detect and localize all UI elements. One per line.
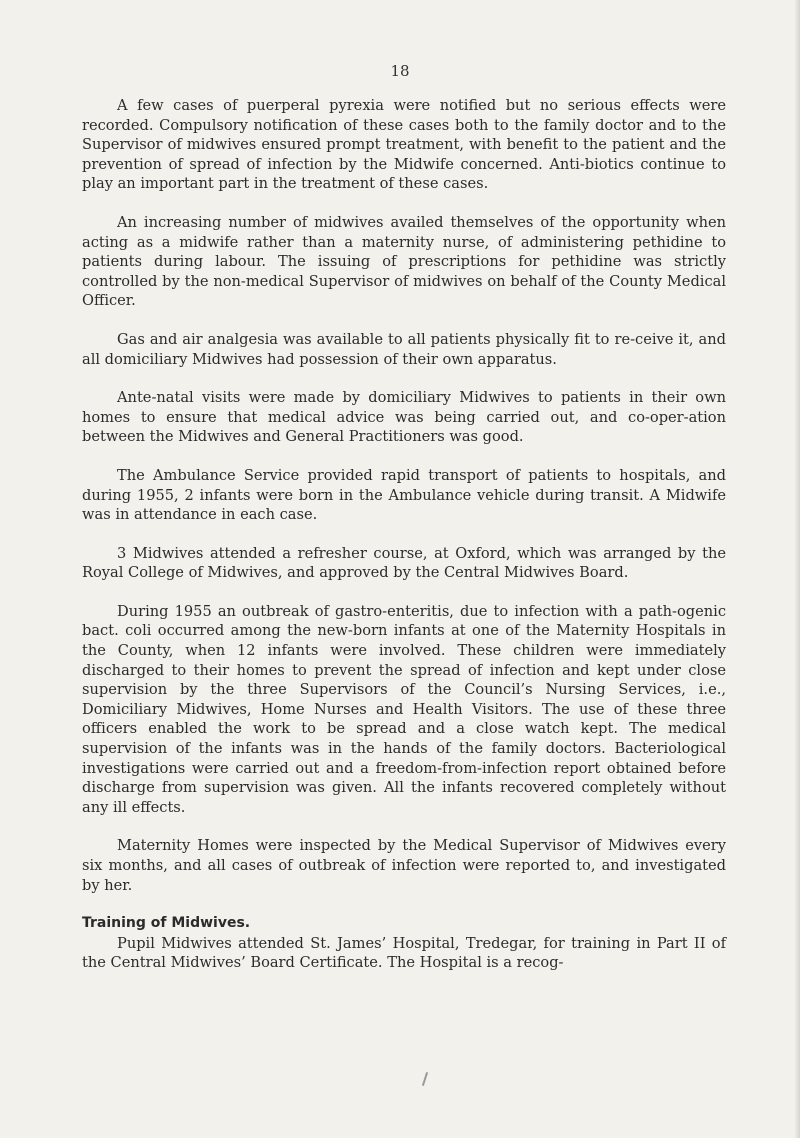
paragraph-training-of-midwives: Pupil Midwives attended St. James’ Hospital, Tredegar, for training in Part II of the Central Midwives’ Board Certificate. The Hospital is a recog- [82, 934, 726, 972]
paragraph-pethidine: An increasing number of midwives availed themselves of the opportunity when acting as a midwife rather than a maternity nurse, of administering pethidine to patients during labour. The issuing of prescriptions for pethidine was strictly controlled by the non-medical Supervisor of midwives on behalf of the County Medical Officer. [82, 213, 726, 310]
paragraph-ante-natal-visits: Ante-natal visits were made by domiciliary Midwives to patients in their own homes to ensure that medical advice was being carried out, and co-oper-ation between the Midwives and General Practitioners was good. [82, 389, 726, 446]
paragraph-maternity-homes: Maternity Homes were inspected by the Medical Supervisor of Midwives every six months, and all cases of outbreak of infection were reported to, and investigated by her. [82, 837, 726, 894]
paragraph-refresher-course: 3 Midwives attended a refresher course, at Oxford, which was arranged by the Royal College of Midwives, and approved by the Central Midwives Board. [82, 544, 726, 582]
section-heading-training: Training of Midwives. [82, 915, 251, 932]
paragraph-gas-and-air: Gas and air analgesia was available to all patients physically fit to re-ceive it, and all domiciliary Midwives had possession of their own apparatus. [82, 330, 726, 368]
paragraph-gastro-enteritis-outbreak: During 1955 an outbreak of gastro-enteritis, due to infection with a path-ogenic bact. coli occurred among the new-born infants at one of the Maternity Hospitals in the County, when 12 infants were involved. These children were immediately discharged to their homes to prevent the spread of infection and kept under close supervision by the three Supervisors of the Council’s Nursing Services, i.e., Domiciliary Midwives, Home Nurses and Health Visitors. The use of these three officers enabled the work to be spread and a close watch kept. The medical supervision of the infants was in the hands of the family doctors. Bacteriological investigations were carried out and a freedom-from-infection report obtained before discharge from supervision was given. All the infants recovered completely without any ill effects. [82, 602, 726, 816]
scan-edge-shadow [794, 0, 800, 1138]
paragraph-puerperal-pyrexia: A few cases of puerperal pyrexia were notified but no serious effects were recorded. Compulsory notification of these cases both to the family doctor and to the Supervisor of midwives ensured prompt treatment, with benefit to the patient and the prevention of spread of infection by the Midwife concerned. Anti-biotics continue to play an important part in the treatment of these cases. [82, 97, 726, 193]
paragraph-ambulance-service: The Ambulance Service provided rapid transport of patients to hospitals, and during 1955, 2 infants were born in the Ambulance vehicle during transit. A Midwife was in attendance in each case. [82, 466, 726, 524]
scan-mark [422, 1072, 428, 1086]
page-number: 18 [390, 62, 410, 80]
body-text [82, 96, 726, 973]
